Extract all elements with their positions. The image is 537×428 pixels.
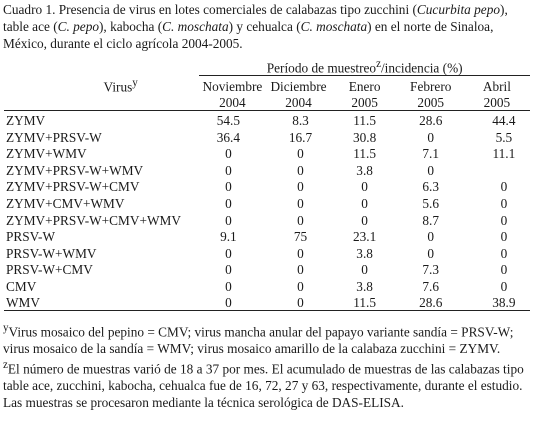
column-year: 2005 bbox=[398, 94, 464, 111]
incidence-value: 0 bbox=[500, 212, 508, 228]
table-row bbox=[4, 277, 530, 294]
incidence-value: 0 bbox=[297, 212, 304, 228]
incidence-value: 0 bbox=[500, 229, 508, 245]
incidence-value: 0 bbox=[199, 294, 265, 311]
incidence-value: 0 bbox=[225, 179, 232, 195]
table-body bbox=[4, 111, 530, 311]
incidence-value: 54.5 bbox=[216, 112, 241, 128]
incidence-value: 0 bbox=[225, 195, 232, 211]
incidence-value: 0 bbox=[225, 278, 232, 294]
incidence-value: 0 bbox=[500, 262, 508, 278]
virus-name: ZYMV+CMV+WMV bbox=[6, 195, 125, 211]
column-month: Enero bbox=[348, 79, 381, 95]
column-month: Abril bbox=[482, 79, 511, 95]
incidence-value: 28.6 bbox=[419, 112, 443, 128]
virus-name: ZYMV+WMV bbox=[6, 146, 87, 162]
incidence-value: 0 bbox=[361, 262, 368, 278]
table-row bbox=[4, 145, 530, 162]
incidence-value: 28.6 bbox=[398, 294, 464, 311]
incidence-value: 0 bbox=[427, 245, 435, 261]
footnote-y: $^y$Virus mosaico del pepino = CMV; virus mancha anular del papayo variante sandía = PRSV-W; virus mosaico de la sandía = WMV; virus mosaico amarillo de la calabaza zucchini = ZYMV. bbox=[3, 322, 514, 356]
incidence-value: 75 bbox=[293, 229, 308, 245]
incidence-value: 0 bbox=[225, 146, 232, 162]
incidence-value: 0 bbox=[361, 195, 368, 211]
virus-name: PRSV-W bbox=[6, 229, 56, 245]
footnotes bbox=[3, 320, 534, 411]
column-year: 2005 bbox=[332, 94, 398, 111]
incidence-value: 0 bbox=[297, 262, 304, 278]
incidence-value: 11.5 bbox=[353, 146, 376, 162]
incidence-value: 7.3 bbox=[422, 262, 440, 278]
incidence-value: 0 bbox=[500, 245, 508, 261]
incidence-value: 0 bbox=[427, 229, 435, 245]
table-row bbox=[4, 211, 530, 228]
virus-name: PRSV-W+WMV bbox=[6, 245, 97, 261]
column-year: 2004 bbox=[199, 94, 265, 111]
species-name: C. pepo bbox=[57, 19, 99, 34]
incidence-value: 8.7 bbox=[422, 212, 440, 228]
incidence-value: 5.6 bbox=[422, 195, 440, 211]
column-year: 2004 bbox=[265, 94, 331, 111]
incidence-value: 3.8 bbox=[356, 162, 373, 178]
period-header: Período de muestreo$^z$/incidencia (%) bbox=[199, 57, 530, 76]
virus-name: PRSV-W+CMV bbox=[6, 262, 93, 278]
table-row bbox=[4, 161, 530, 178]
incidence-value: 0 bbox=[297, 245, 304, 261]
incidence-value: 0 bbox=[297, 278, 304, 294]
virus-name: CMV bbox=[6, 278, 37, 294]
species-name: C. moschata bbox=[300, 19, 368, 34]
footnote-z: $^z$El número de muestras varió de 18 a 37 por mes. El acumulado de muestras de las calabazas tipo table ace, zucchini, kabocha, cehualca fue de 16, 72, 27 y 63, respectivamente, durante el estudio. Las muestras se procesaron mediante la técnica serológica de DAS-ELISA. bbox=[3, 359, 524, 410]
species-name: C. moschata bbox=[162, 19, 229, 34]
virus-name: ZYMV+PRSV-W+CMV bbox=[6, 179, 140, 195]
incidence-value bbox=[464, 161, 530, 178]
incidence-value: 0 bbox=[427, 162, 435, 178]
incidence-value: 5.5 bbox=[495, 129, 513, 145]
table-row bbox=[4, 178, 530, 195]
species-name: Cucurbita pepo bbox=[416, 2, 501, 17]
virus-name: ZYMV+PRSV-W bbox=[6, 129, 102, 145]
table-row bbox=[4, 261, 530, 278]
incidence-value: 3.8 bbox=[356, 245, 373, 261]
incidence-value: 11.5 bbox=[332, 294, 398, 311]
incidence-value: 8.3 bbox=[292, 112, 309, 128]
column-month: Noviembre bbox=[202, 79, 263, 95]
incidence-value: 7.1 bbox=[422, 146, 440, 162]
virus-name: ZYMV bbox=[6, 112, 46, 128]
incidence-value: 3.8 bbox=[356, 278, 373, 294]
incidence-value: 6.3 bbox=[422, 179, 440, 195]
incidence-value: 0 bbox=[297, 179, 304, 195]
table-header bbox=[4, 57, 530, 111]
incidence-value: 16.7 bbox=[288, 129, 313, 145]
incidence-value: 7.6 bbox=[422, 278, 440, 294]
incidence-value: 11.1 bbox=[492, 146, 516, 162]
virus-column-header: Virus$^y$ bbox=[103, 76, 138, 95]
incidence-value: 9.1 bbox=[220, 229, 237, 245]
incidence-value: 0 bbox=[297, 146, 304, 162]
virus-name: ZYMV+PRSV-W+WMV bbox=[6, 162, 144, 178]
table-row bbox=[4, 294, 530, 311]
incidence-value: 0 bbox=[297, 195, 304, 211]
incidence-value: 0 bbox=[225, 162, 232, 178]
table-row bbox=[4, 228, 530, 245]
incidence-value: 11.5 bbox=[353, 112, 376, 128]
table-row bbox=[4, 194, 530, 211]
incidence-value: 36.4 bbox=[216, 129, 241, 145]
column-month: Diciembre bbox=[270, 79, 327, 95]
table-row bbox=[4, 244, 530, 261]
incidence-value: 0 bbox=[225, 262, 232, 278]
table-row bbox=[4, 128, 530, 145]
incidence-value: 0 bbox=[427, 129, 435, 145]
incidence-value: 30.8 bbox=[352, 129, 377, 145]
column-month: Febrero bbox=[410, 79, 452, 95]
virus-incidence-table bbox=[4, 57, 530, 311]
caption-label: Cuadro 1. bbox=[3, 2, 56, 17]
column-year: 2005 bbox=[464, 94, 530, 111]
virus-name: WMV bbox=[4, 294, 199, 311]
incidence-value: 0 bbox=[265, 294, 331, 311]
incidence-value: 0 bbox=[225, 245, 232, 261]
virus-name: ZYMV+PRSV-W+CMV+WMV bbox=[6, 212, 181, 228]
table-caption: Cuadro 1. Presencia de virus en lotes comerciales de calabazas tipo zucchini (Cucurbita pepo), table ace (C. pepo), kabocha (C. moschata) y cehualca (C. moschata) en el norte de Sinaloa, México, durante el ciclo agrícola 2004-2005. bbox=[3, 2, 508, 51]
incidence-value: 0 bbox=[500, 179, 508, 195]
incidence-value: 0 bbox=[361, 212, 368, 228]
incidence-value: 0 bbox=[500, 278, 508, 294]
incidence-value: 0 bbox=[297, 162, 304, 178]
incidence-value: 0 bbox=[361, 179, 368, 195]
incidence-value: 44.4 bbox=[492, 112, 516, 128]
incidence-value: 0 bbox=[225, 212, 232, 228]
table-row bbox=[4, 111, 530, 128]
incidence-value: 23.1 bbox=[352, 229, 377, 245]
incidence-value: 0 bbox=[500, 195, 508, 211]
incidence-value: 38.9 bbox=[464, 294, 530, 311]
